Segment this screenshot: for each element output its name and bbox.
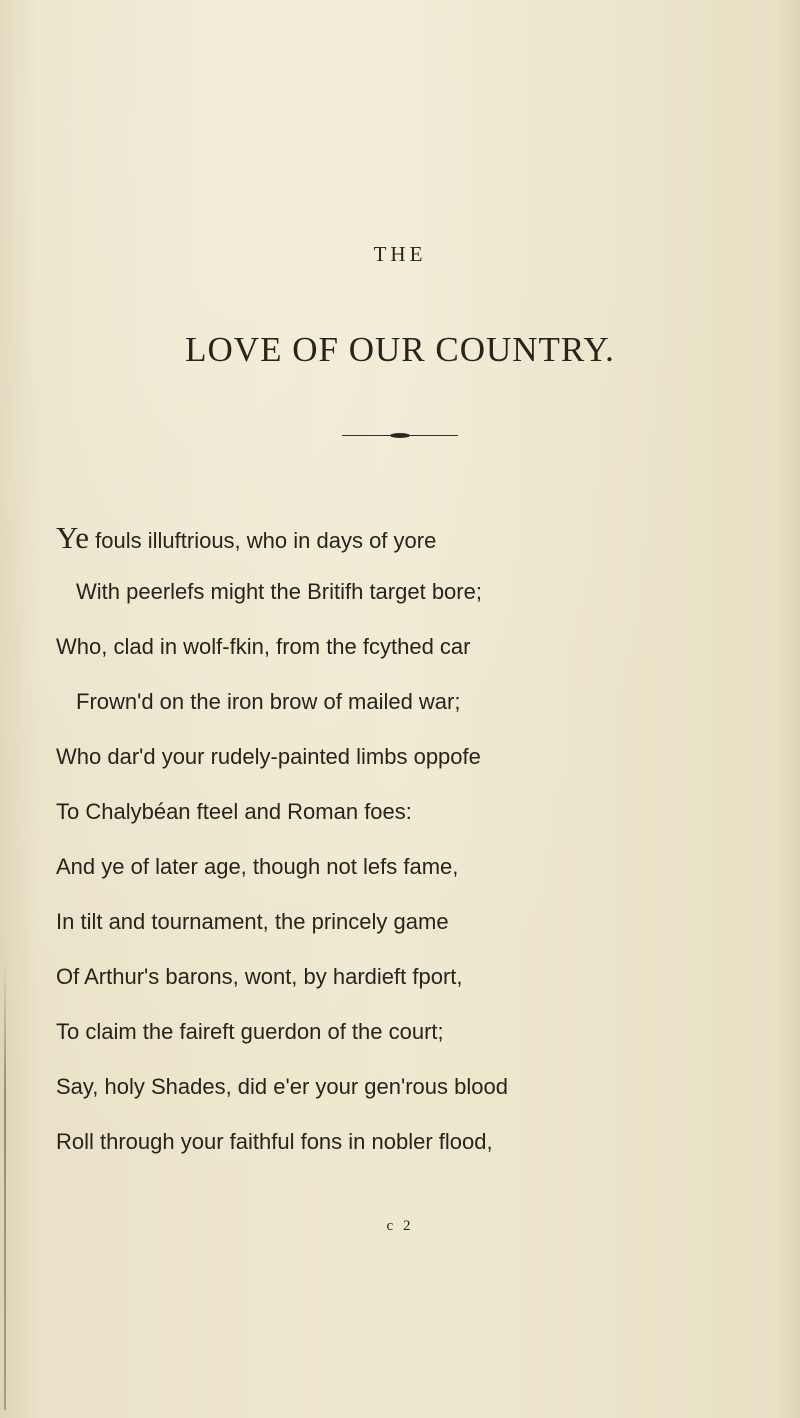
poem-line: Say, holy Shades, did e'er your gen'rous blood <box>56 1074 508 1099</box>
poem-line <box>56 518 676 558</box>
poem-line: To claim the faireft guerdon of the court; <box>56 1019 444 1044</box>
poem-line: Who, clad in wolf-fkin, from the fcythed car <box>56 634 471 659</box>
poem-line: Who dar'd your rudely-painted limbs oppofe <box>56 744 481 769</box>
poem-line: To Chalybéan fteel and Roman foes: <box>56 799 412 824</box>
signature-mark: c 2 <box>386 1218 414 1234</box>
heading-overline: THE <box>373 242 427 266</box>
poem-line: Frown'd on the iron brow of mailed war; <box>76 689 461 714</box>
poem-line: With peerlefs might the Britifh target bore; <box>76 579 482 604</box>
poem-line: Roll through your faithful fons in nobler flood, <box>56 1129 493 1154</box>
poem-initial: Ye <box>56 520 90 555</box>
poem-line-text: fouls illuftrious, who in days of yore <box>89 528 437 553</box>
poem-line: Of Arthur's barons, wont, by hardieft fport, <box>56 964 463 989</box>
poem-line: In tilt and tournament, the princely game <box>56 909 449 934</box>
poem-line: And ye of later age, though not lefs fame, <box>56 854 459 879</box>
page-title: LOVE OF OUR COUNTRY. <box>185 330 615 369</box>
